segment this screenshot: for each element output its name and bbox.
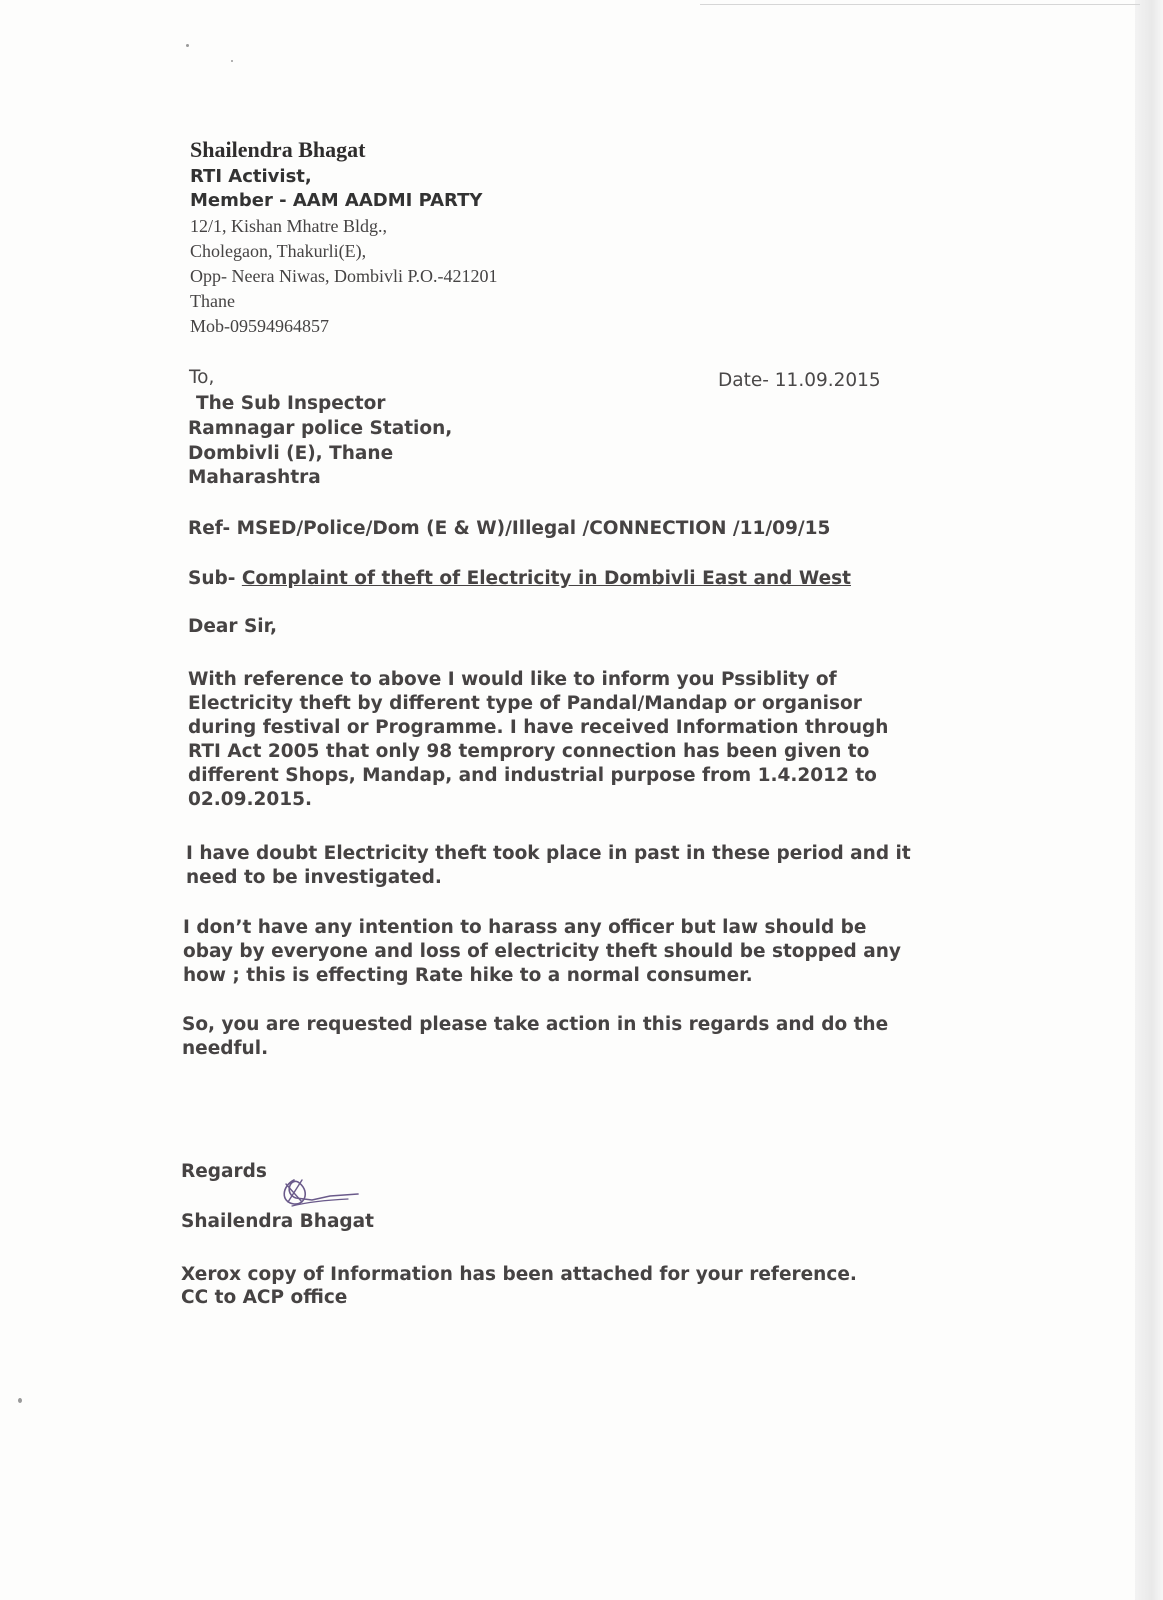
paragraph-line: RTI Act 2005 that only 98 temprory connection has been given to: [188, 741, 870, 762]
sender-membership: Member - AAM AADMI PARTY: [190, 190, 483, 211]
scan-edge-line: [700, 4, 1140, 5]
recipient-line: Dombivli (E), Thane: [188, 443, 394, 464]
reference-line: Ref- MSED/Police/Dom (E & W)/Illegal /CONNECTION /11/09/15: [188, 518, 831, 539]
subject-line: [188, 568, 851, 589]
letter-date: Date- 11.09.2015: [718, 370, 881, 391]
paragraph-line: obay by everyone and loss of electricity theft should be stopped any: [183, 941, 901, 962]
paragraph-line: Electricity theft by different type of Pandal/Mandap or organisor: [188, 693, 862, 714]
paragraph-line: different Shops, Mandap, and industrial purpose from 1.4.2012 to: [188, 765, 877, 786]
paragraph-line: 02.09.2015.: [188, 789, 313, 810]
recipient-line: The Sub Inspector: [196, 393, 386, 414]
sender-address-line: Cholegaon, Thakurli(E),: [190, 241, 367, 261]
scan-speck: [18, 1398, 22, 1403]
closing-name: Shailendra Bhagat: [181, 1211, 374, 1232]
sender-name: Shailendra Bhagat: [190, 137, 366, 162]
paragraph-line: how ; this is effecting Rate hike to a normal consumer.: [183, 965, 753, 986]
closing-regards: Regards: [181, 1161, 267, 1182]
paragraph-line: need to be investigated.: [186, 867, 442, 888]
greeting: Dear Sir,: [188, 616, 278, 637]
sender-mobile: Mob-09594964857: [190, 316, 329, 336]
paragraph-line: I don’t have any intention to harass any officer but law should be: [183, 917, 867, 938]
sender-address-line: Opp- Neera Niwas, Dombivli P.O.-421201: [190, 266, 498, 286]
scan-edge-shadow: [1135, 0, 1163, 1600]
attachment-note: Xerox copy of Information has been attached for your reference.: [181, 1264, 857, 1285]
sender-role: RTI Activist,: [190, 166, 312, 187]
scan-speck: [231, 60, 233, 62]
sender-address-line: Thane: [190, 291, 235, 311]
cc-note: CC to ACP office: [181, 1287, 348, 1308]
subject-prefix: Sub-: [188, 568, 242, 589]
paragraph-line: during festival or Programme. I have received Information through: [188, 717, 889, 738]
paragraph-line: So, you are requested please take action in this regards and do the: [182, 1014, 889, 1035]
subject-text: Complaint of theft of Electricity in Dombivli East and West: [241, 568, 851, 589]
paragraph-line: I have doubt Electricity theft took place in past in these period and it: [186, 843, 911, 864]
paragraph-line: With reference to above I would like to inform you Pssiblity of: [188, 669, 837, 690]
signature-icon: [272, 1172, 364, 1212]
scan-speck: [186, 44, 189, 47]
recipient-to: To,: [189, 367, 215, 388]
recipient-line: Ramnagar police Station,: [188, 418, 453, 439]
recipient-line: Maharashtra: [188, 467, 321, 488]
paragraph-line: needful.: [182, 1038, 269, 1059]
sender-address-line: 12/1, Kishan Mhatre Bldg.,: [190, 216, 387, 236]
